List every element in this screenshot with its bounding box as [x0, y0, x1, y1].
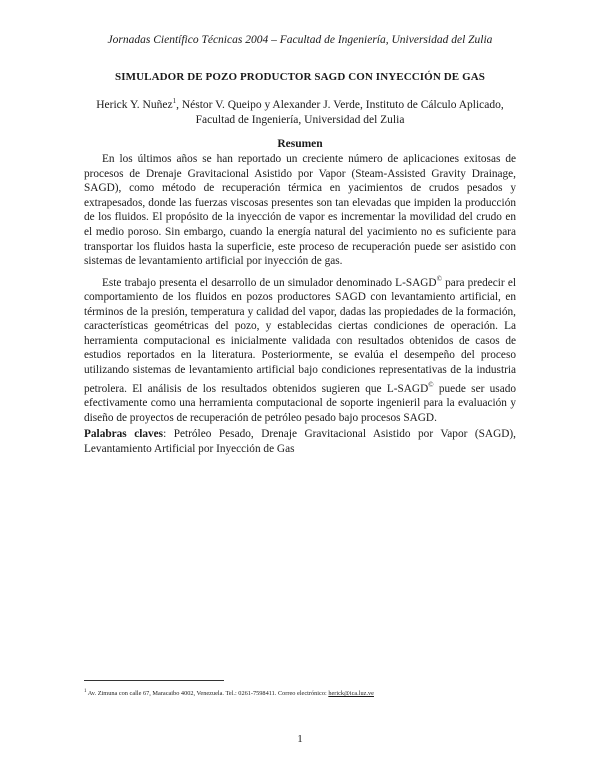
abstract-paragraph-1: En los últimos años se han reportado un creciente número de aplicaciones exitosas de procesos de Drenaje Gravitacional Asistido por Vapor (Steam-Assisted Gravity Drainage, SAGD), como método de recuperación térmica en yacimientos de crudos pesados y extrapesados, donde las fuerzas viscosas presentes son tan elevadas que impiden la producción de los fluidos. El propósito de la inyección de vapor es incrementar la movilidad del crudo en el medio poroso. Sin embargo, cuando la energía natural del yacimiento no es suficiente para transportar los fluidos hasta la superficie, este proceso de recuperación puede ser asistido con sistemas de levantamiento artificial por inyección de gas.: [84, 153, 516, 268]
keywords-text: : Petróleo Pesado, Drenaje Gravitacional Asistido por Vapor (SAGD), Levantamiento Artificial por Inyección de Gas: [84, 428, 516, 455]
paragraph-2-part-c: puede ser usado efectivamente como una herramienta computacional de soporte ingenieril para la evaluación y diseño de proyectos de recuperación de petróleo pesado bajo procesos SAGD.: [84, 382, 517, 424]
author-block: [0, 94, 600, 128]
copyright-mark-2: ©: [428, 380, 434, 389]
running-header: Jornadas Científico Técnicas 2004 – Facultad de Ingeniería, Universidad del Zulia: [107, 34, 493, 46]
footnote: [84, 687, 516, 698]
footnote-divider: [84, 680, 224, 681]
footnote-text: Av. Zimuna con calle 67, Maracaibo 4002, Venezuela. Tel.: 0261-7598411. Correo electrónico:: [86, 690, 329, 698]
copyright-mark: ©: [436, 274, 442, 283]
lead-author: Herick Y. Nuñez: [96, 98, 173, 111]
keywords-label: Palabras claves: [84, 428, 164, 440]
footnote-marker: 1: [172, 97, 177, 105]
page-number: 1: [297, 733, 303, 745]
paper-title: SIMULADOR DE POZO PRODUCTOR SAGD CON INYECCIÓN DE GAS: [115, 71, 485, 83]
coauthors-affiliation: , Néstor V. Queipo y Alexander J. Verde, Instituto de Cálculo Aplicado,: [176, 98, 504, 111]
keywords: [84, 427, 516, 456]
author-line-1: [0, 94, 600, 113]
abstract-body: [84, 152, 516, 428]
author-line-2: Facultad de Ingeniería, Universidad del Zulia: [195, 113, 405, 126]
footnote-number: 1: [84, 689, 87, 694]
paragraph-2-part-a: Este trabajo presenta el desarrollo de un simulador denominado L-SAGD: [102, 276, 437, 289]
paragraph-2-part-b: para predecir el comportamiento de los fluidos en pozos productores SAGD con levantamiento artificial, en términos de la presión, temperatura y calidad del vapor, dadas las propiedades de la formación, características geométricas del pozo, y establecidas ciertas condiciones de operación. La herramienta computacional es inicialmente validada con resultados obtenidos de casos de estudios reportados en la literatura. Posteriormente, se evalúa el desempeño del proceso utilizando sistemas de levantamiento artificial bajo condiciones representativas de la industria petrolera. El análisis de los resultados obtenidos sugieren que L-SAGD: [84, 276, 516, 395]
email-link[interactable]: herick@ica.luz.ve: [328, 690, 374, 698]
abstract-heading: Resumen: [277, 138, 323, 150]
abstract-paragraph-2: [84, 272, 516, 425]
